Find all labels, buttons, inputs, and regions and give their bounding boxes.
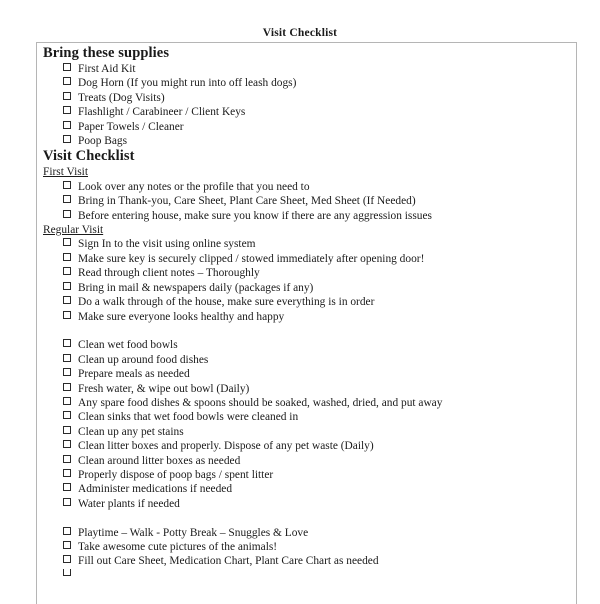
check-item-label: Prepare meals as needed bbox=[78, 368, 190, 381]
check-item[interactable] bbox=[43, 425, 570, 439]
check-item-label: Bring in Thank-you, Care Sheet, Plant Care Sheet, Med Sheet (If Needed) bbox=[78, 195, 416, 208]
checkbox-icon[interactable] bbox=[63, 498, 71, 506]
check-item-label: Sign In to the visit using online system bbox=[78, 238, 256, 251]
check-item[interactable] bbox=[43, 540, 570, 554]
checkbox-icon[interactable] bbox=[63, 296, 71, 304]
checkbox-icon[interactable] bbox=[63, 63, 71, 71]
check-item[interactable] bbox=[43, 180, 570, 194]
check-item[interactable] bbox=[43, 62, 570, 76]
check-item-label: Before entering house, make sure you know if there are any aggression issues bbox=[78, 209, 432, 222]
checkbox-icon[interactable] bbox=[63, 106, 71, 114]
sub-heading: First Visit bbox=[43, 166, 89, 179]
check-item-label: Treats (Dog Visits) bbox=[78, 91, 165, 104]
check-item-label: Properly dispose of poop bags / spent litter bbox=[78, 468, 274, 481]
checkbox-icon[interactable] bbox=[63, 527, 71, 535]
check-item[interactable] bbox=[43, 91, 570, 105]
section-heading: Bring these supplies bbox=[43, 45, 170, 61]
checkbox-icon[interactable] bbox=[63, 92, 71, 100]
checkbox-icon[interactable] bbox=[63, 368, 71, 376]
check-item-label: Flashlight / Carabineer / Client Keys bbox=[78, 106, 246, 119]
check-item[interactable] bbox=[43, 105, 570, 119]
check-list bbox=[43, 62, 570, 148]
checkbox-icon[interactable] bbox=[63, 383, 71, 391]
check-list bbox=[43, 526, 570, 577]
check-item-label: Poop Bags bbox=[78, 135, 128, 148]
checkbox-icon[interactable] bbox=[63, 339, 71, 347]
check-item[interactable] bbox=[43, 252, 570, 266]
checkbox-icon[interactable] bbox=[63, 541, 71, 549]
check-item[interactable] bbox=[43, 194, 570, 208]
checkbox-icon[interactable] bbox=[63, 426, 71, 434]
checkbox-icon[interactable] bbox=[63, 210, 71, 218]
check-item-label: Clean sinks that wet food bowls were cleaned in bbox=[78, 411, 299, 424]
check-list bbox=[43, 338, 570, 511]
check-item-label: Playtime – Walk - Potty Break – Snuggles & Love bbox=[78, 526, 309, 539]
check-item[interactable] bbox=[43, 439, 570, 453]
check-item[interactable] bbox=[43, 410, 570, 424]
check-item-label: Take awesome cute pictures of the animals! bbox=[78, 540, 278, 553]
check-item-label: Read through client notes – Thoroughly bbox=[78, 267, 260, 280]
checklist-content-box bbox=[36, 42, 577, 604]
check-item[interactable] bbox=[43, 482, 570, 496]
checkbox-icon[interactable] bbox=[63, 397, 71, 405]
check-item[interactable] bbox=[43, 120, 570, 134]
check-item[interactable] bbox=[43, 295, 570, 309]
check-item[interactable] bbox=[43, 497, 570, 511]
check-item-label: First Aid Kit bbox=[78, 63, 136, 75]
check-item-label: Look over any notes or the profile that you need to bbox=[78, 180, 310, 193]
check-item[interactable] bbox=[43, 237, 570, 251]
check-item[interactable] bbox=[43, 134, 570, 148]
check-item[interactable] bbox=[43, 396, 570, 410]
checkbox-icon[interactable] bbox=[63, 195, 71, 203]
check-item-label: Clean litter boxes and properly. Dispose of any pet waste (Daily) bbox=[78, 440, 374, 453]
checkbox-icon[interactable] bbox=[63, 238, 71, 246]
check-item-label: Fresh water, & wipe out bowl (Daily) bbox=[78, 382, 250, 395]
check-item-label: Paper Towels / Cleaner bbox=[78, 120, 184, 133]
check-item-label: Clean wet food bowls bbox=[78, 339, 178, 352]
check-item[interactable] bbox=[43, 310, 570, 324]
check-item[interactable] bbox=[43, 353, 570, 367]
check-item-label: Do a walk through of the house, make sure everything is in order bbox=[78, 296, 375, 309]
sub-heading: Regular Visit bbox=[43, 224, 104, 237]
check-item[interactable] bbox=[43, 367, 570, 381]
check-item-label: Clean around litter boxes as needed bbox=[78, 454, 241, 467]
check-item-label: Any spare food dishes & spoons should be soaked, washed, dried, and put away bbox=[78, 396, 443, 409]
check-item[interactable] bbox=[43, 382, 570, 396]
page-title: Visit Checklist bbox=[262, 27, 338, 39]
check-item-label: Make sure key is securely clipped / stowed immediately after opening door! bbox=[78, 252, 425, 265]
checkbox-icon[interactable] bbox=[63, 77, 71, 85]
checkbox-icon[interactable] bbox=[63, 469, 71, 477]
check-item[interactable] bbox=[43, 554, 570, 568]
check-item-label: Administer medications if needed bbox=[78, 483, 233, 496]
checkbox-icon[interactable] bbox=[63, 311, 71, 319]
check-item[interactable] bbox=[43, 281, 570, 295]
check-item-label: Make sure everyone looks healthy and happy bbox=[78, 310, 285, 323]
checkbox-icon[interactable] bbox=[63, 411, 71, 419]
check-item-label: Dog Horn (If you might run into off leash dogs) bbox=[78, 77, 297, 90]
check-item[interactable] bbox=[43, 76, 570, 90]
checkbox-icon[interactable] bbox=[63, 555, 71, 563]
checkbox-icon[interactable] bbox=[63, 354, 71, 362]
checkbox-icon[interactable] bbox=[63, 455, 71, 463]
checkbox-icon[interactable] bbox=[63, 121, 71, 129]
check-item-label: Clean up any pet stains bbox=[78, 425, 184, 438]
check-item[interactable] bbox=[43, 569, 570, 577]
check-item-label: Bring in mail & newspapers daily (packages if any) bbox=[78, 281, 314, 294]
checkbox-icon[interactable] bbox=[63, 267, 71, 275]
section-spacer bbox=[43, 511, 570, 525]
checkbox-icon[interactable] bbox=[63, 440, 71, 448]
check-list bbox=[43, 180, 570, 223]
check-item-label: Clean up around food dishes bbox=[78, 353, 209, 366]
section-heading: Visit Checklist bbox=[43, 148, 135, 165]
checkbox-icon[interactable] bbox=[63, 253, 71, 261]
check-item[interactable] bbox=[43, 209, 570, 223]
check-item-label: Water plants if needed bbox=[78, 497, 180, 510]
checkbox-icon[interactable] bbox=[63, 569, 71, 576]
check-list bbox=[43, 237, 570, 323]
checkbox-icon[interactable] bbox=[63, 483, 71, 491]
check-item[interactable] bbox=[43, 454, 570, 468]
check-item[interactable] bbox=[43, 468, 570, 482]
section-spacer bbox=[43, 324, 570, 338]
checkbox-icon[interactable] bbox=[63, 181, 71, 189]
check-item[interactable] bbox=[43, 338, 570, 352]
checkbox-icon[interactable] bbox=[63, 135, 71, 143]
checkbox-icon[interactable] bbox=[63, 282, 71, 290]
checklist-sections bbox=[43, 45, 570, 577]
check-item[interactable] bbox=[43, 266, 570, 280]
check-item-label: Fill out Care Sheet, Medication Chart, Plant Care Chart as needed bbox=[78, 555, 379, 568]
check-item[interactable] bbox=[43, 526, 570, 540]
